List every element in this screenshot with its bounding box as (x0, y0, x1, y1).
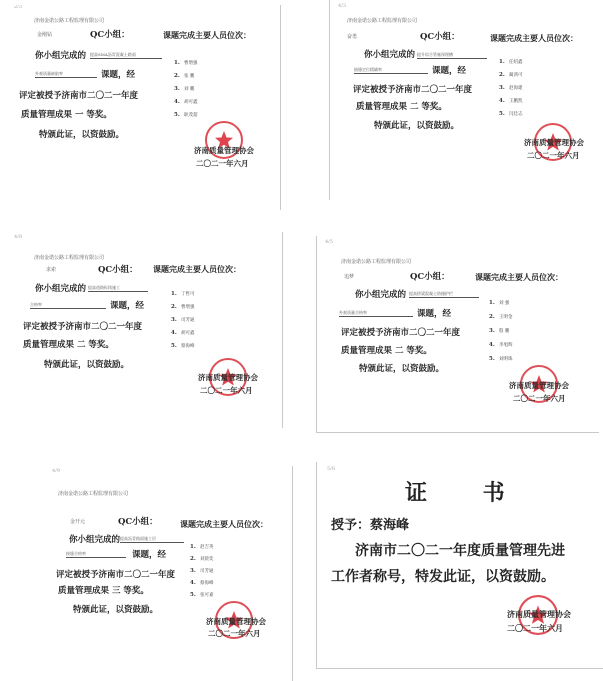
qc-label: QC小组： (410, 272, 450, 282)
topic-line-2: 抽缝定位精确率 (354, 67, 428, 74)
page-number: 5/8 (327, 466, 336, 472)
issuer: 济南质量管理协会 (194, 146, 254, 155)
topic-line-1: 提高SMA沥青混凝土路面 (90, 52, 162, 59)
list-item: 1. 丁哲可 (171, 291, 195, 297)
award-line: 质量管理成果 二 等奖。 (356, 102, 447, 112)
topic-line-2: 接缝合格率 (66, 551, 126, 558)
group-name: 追梦 (344, 274, 355, 280)
recipient-line (331, 514, 409, 533)
list-item: 5. 张可嘉 (190, 592, 214, 598)
list-item: 3. 赵海建 (499, 85, 523, 91)
recipient-name: 蔡海峰 (370, 518, 410, 533)
issuer: 济南质量管理协会 (206, 617, 266, 626)
certificate-3 (8, 232, 283, 428)
member-list (174, 49, 198, 118)
issuer: 济南质量管理协会 (524, 138, 584, 147)
issuer: 济南质量管理协会 (507, 609, 571, 619)
achievement-prefix: 你小组完成的 (35, 51, 87, 61)
list-item: 2. 蔺鸿可 (499, 72, 523, 78)
list-item: 1. 曹增强 (174, 60, 198, 66)
topic-suffix: 课题，经 (132, 550, 167, 560)
page-number: 4/3 (338, 3, 347, 9)
members-title: 课题完成主要人员位次： (475, 272, 563, 282)
certificate-title: 证 书 (405, 480, 529, 506)
list-item: 1. 刘 强 (489, 300, 510, 306)
member-list (190, 533, 214, 598)
issue-date: 二〇二一年六月 (513, 394, 566, 403)
topic-line-2: 外观质量缺陷率 (35, 71, 97, 78)
topic-suffix: 课题，经 (432, 66, 467, 76)
list-item: 2. 曹增强 (171, 304, 195, 310)
group-name: 奋勇 (347, 34, 358, 40)
topic-line-1: 提升综合管廊预埋槽 (417, 52, 487, 59)
group-name: 金刚钻 (37, 32, 53, 38)
member-list (499, 48, 523, 117)
members-title: 课题完成主要人员位次： (163, 30, 251, 40)
certificate-5 (30, 466, 293, 681)
topic-line-2: 合格率 (30, 302, 106, 309)
members-title: 课题完成主要人员位次： (490, 33, 578, 43)
list-item: 1. 赵吉英 (190, 544, 214, 550)
list-item: 4. 胡可鑫 (174, 99, 198, 105)
list-item: 3. 司芳通 (171, 317, 195, 323)
honor-certificate (316, 462, 603, 669)
award-line: 质量管理成果 一 等奖。 (21, 110, 112, 120)
evaluation-line: 评定被授予济南市二〇二一年度 (19, 91, 139, 101)
list-item: 5. 蔡海峰 (171, 343, 195, 349)
issuer: 济南质量管理协会 (198, 373, 258, 382)
list-item: 4. 蔡海峰 (190, 580, 214, 586)
member-list (489, 289, 513, 362)
closing-line: 特颁此证，以资鼓励。 (39, 130, 125, 140)
honor-body-line-2: 工作者称号，特发此证，以资鼓励。 (331, 569, 555, 585)
group-name: 金开元 (70, 519, 86, 525)
issue-date: 二〇二一年六月 (196, 159, 249, 168)
list-item: 2. 王明金 (489, 314, 513, 320)
closing-line: 特颁此证，以资鼓励。 (73, 605, 159, 615)
qc-label: QC小组： (90, 30, 130, 40)
list-item: 5. 刘明珠 (489, 356, 513, 362)
member-list (171, 280, 195, 349)
issue-date: 二〇二一年六月 (507, 623, 563, 633)
qc-label: QC小组： (420, 32, 460, 42)
list-item: 2. 张 鹏 (174, 73, 195, 79)
topic-suffix: 课题，经 (110, 301, 145, 311)
achievement-prefix: 你小组完成的 (355, 290, 407, 300)
company-name: 济南金诺公路工程监理有限公司 (34, 18, 105, 24)
achievement-prefix: 你小组完成的 (35, 284, 87, 294)
issue-date: 二〇二一年六月 (527, 151, 580, 160)
qc-label: QC小组： (118, 517, 158, 527)
evaluation-line: 评定被授予济南市二〇二一年度 (353, 85, 473, 95)
list-item: 3. 刘 鹏 (174, 86, 195, 92)
topic-line-1: 提高道路标线施工 (88, 285, 148, 292)
achievement-prefix: 你小组完成的 (364, 50, 416, 60)
issue-date: 二〇二一年六月 (208, 629, 261, 638)
list-item: 5. 闫廷志 (499, 111, 523, 117)
closing-line: 特颁此证，以资鼓励。 (359, 364, 445, 374)
topic-line-1: 提高沥青路面施工层 (120, 536, 184, 543)
list-item: 3. 司芳通 (190, 568, 214, 574)
evaluation-line: 评定被授予济南市二〇二一年度 (341, 328, 461, 338)
honor-body-line-1: 济南市二〇二一年度质量管理先进 (355, 543, 565, 559)
page-number: 4/9 (52, 468, 61, 474)
company-name: 济南金诺公路工程监理有限公司 (341, 259, 412, 265)
recipient-label: 授予： (331, 518, 371, 533)
page-number: 4/8 (14, 234, 23, 240)
topic-suffix: 课题，经 (417, 309, 452, 319)
list-item: 3. 殷 鹏 (489, 328, 510, 334)
issuer: 济南质量管理协会 (509, 381, 569, 390)
company-name: 济南金诺公路工程监理有限公司 (34, 255, 105, 261)
evaluation-line: 评定被授予济南市二〇二一年度 (56, 570, 176, 580)
members-title: 课题完成主要人员位次： (153, 264, 241, 274)
list-item: 1. 任绍鑫 (499, 59, 523, 65)
topic-line-2: 外观质量合格率 (339, 310, 413, 317)
topic-suffix: 课题，经 (101, 70, 136, 80)
list-item: 2. 刘晨奕 (190, 556, 214, 562)
list-item: 5. 耿茂超 (174, 112, 198, 118)
page-number: 4/5 (325, 239, 334, 245)
issue-date: 二〇二一年六月 (200, 386, 253, 395)
company-name: 济南金诺公路工程监理有限公司 (58, 491, 129, 497)
award-line: 质量管理成果 三 等奖。 (58, 586, 149, 596)
topic-line-1: 提高桥梁混凝土防撞护栏 (409, 291, 479, 298)
closing-line: 特颁此证，以资鼓励。 (374, 121, 460, 131)
group-name: 求索 (46, 267, 57, 273)
certificate-4 (316, 236, 599, 433)
list-item: 4. 李旭辉 (489, 342, 513, 348)
qc-label: QC小组： (98, 265, 138, 275)
certificate-2 (329, 0, 603, 200)
achievement-prefix: 你小组完成的 (69, 535, 121, 545)
certificate-1 (8, 5, 281, 210)
members-title: 课题完成主要人员位次： (180, 519, 268, 529)
company-name: 济南金诺公路工程监理有限公司 (347, 18, 418, 24)
list-item: 4. 胡可鑫 (171, 330, 195, 336)
closing-line: 特颁此证，以资鼓励。 (44, 360, 130, 370)
award-line: 质量管理成果 二 等奖。 (341, 346, 432, 356)
award-line: 质量管理成果 二 等奖。 (23, 340, 114, 350)
list-item: 4. 王鹏凯 (499, 98, 523, 104)
page-number: 2/3 (14, 5, 23, 10)
evaluation-line: 评定被授予济南市二〇二一年度 (23, 322, 143, 332)
